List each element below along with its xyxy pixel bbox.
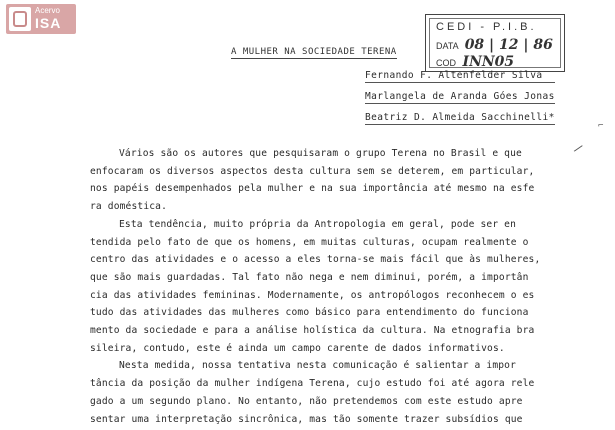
author-list <box>365 70 555 133</box>
body-line: cia das atividades femininas. Modernamente, os antropólogos reconhecem o es <box>90 289 535 301</box>
stamp-code-label: COD <box>436 58 456 68</box>
body-line: que são mais guardadas. Tal fato não nega e nem diminui, porém, a importân <box>90 271 529 283</box>
body-line: Vários são os autores que pesquisaram o grupo Terena no Brasil e que <box>119 148 522 159</box>
body-line: sileira, contudo, este é ainda um campo carente de dados informativos. <box>90 342 505 354</box>
author-name: Marlangela de Aranda Góes Jonas <box>365 91 555 102</box>
stamp-code-value: INN05 <box>462 54 515 70</box>
logo-line-1: Acervo <box>35 6 60 15</box>
body-line: tendida pelo fato de que os homens, em muitas culturas, ocupam realmente o <box>90 236 529 248</box>
archive-stamp <box>425 14 565 72</box>
author-name: Beatriz D. Almeida Sacchinelli* <box>365 112 555 123</box>
stamp-date-row <box>436 37 553 53</box>
stamp-top: CEDI - P.I.B. <box>436 21 537 33</box>
body-line: gado a um segundo plano. No entanto, não pretendemos com este estudo apre <box>90 395 523 407</box>
margin-mark: ⌐ <box>598 121 604 131</box>
body-line: Esta tendência, muito própria da Antropologia em geral, pode ser en <box>119 218 517 230</box>
body-line: enfocaram os diversos aspectos desta cultura sem se deterem, em particular, <box>90 165 535 177</box>
stamp-date-label: DATA <box>436 41 459 51</box>
document-title: A MULHER NA SOCIEDADE TERENA <box>231 47 397 57</box>
body-line: tância da posição da mulher indígena Terena, cujo estudo foi até agora rele <box>90 378 535 390</box>
body-line: nos papéis desempenhados pela mulher e na sua importância até mesmo na esfe <box>90 183 535 195</box>
body-line: sentar uma interpretação sincrônica, mas tão somente trazer subsídios que <box>90 413 523 425</box>
body-line: centro das atividades e o acesso a eles torna-se mais fácil que às mulheres, <box>90 254 541 266</box>
logo-line-2: ISA <box>35 15 62 31</box>
body-line: tudo das atividades das mulheres como básico para entendimento do funciona <box>90 307 529 319</box>
stamp-code-row <box>436 54 514 70</box>
body-text <box>90 145 560 428</box>
isa-logo-icon <box>9 7 31 31</box>
acervo-isa-logo <box>6 4 76 34</box>
body-line: mento da sociedade e para a análise holística da cultura. Na etnografia bra <box>90 325 535 337</box>
stamp-date-value: 08 | 12 | 86 <box>464 37 553 53</box>
body-line: ra doméstica. <box>90 201 168 213</box>
body-line: Nesta medida, nossa tentativa nesta comunicação é salientar a impor <box>119 360 517 372</box>
author-name: Fernando F. Altenfelder Silva <box>365 70 555 83</box>
margin-tick: / <box>572 141 585 156</box>
